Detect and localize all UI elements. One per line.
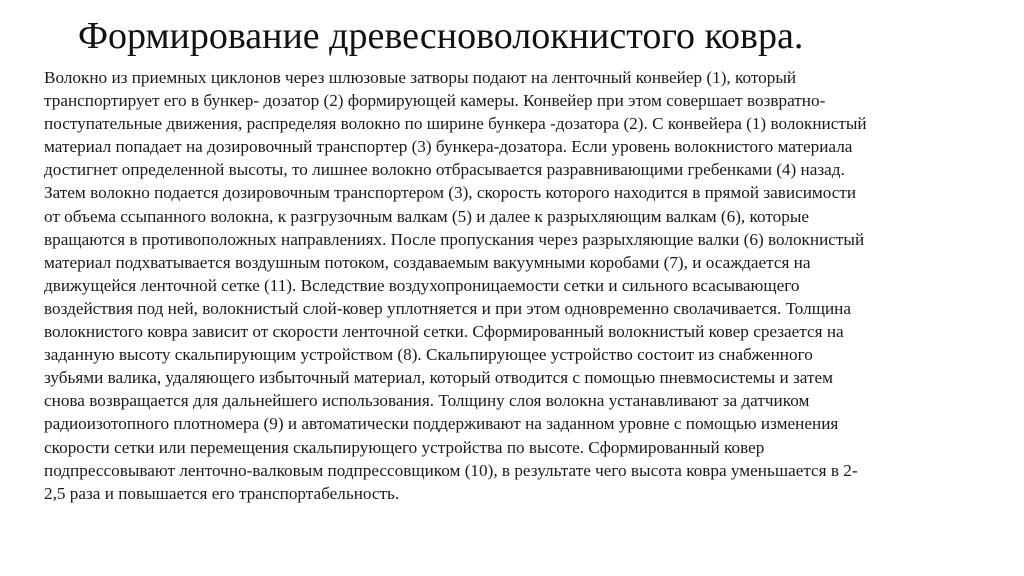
body-line: достигнет определенной высоты, то лишнее волокно отбрасывается разравнивающими гребенками (4) назад. — [44, 160, 845, 180]
body-line: материал подхватывается воздушным потоком, создаваемым вакуумными коробами (7), и осаждается на — [44, 252, 811, 272]
body-line: транспортирует его в бункер- дозатор (2) формирующей камеры. Конвейер при этом совершает возвратно- — [44, 91, 826, 111]
body-line: поступательные движения, распределяя волокно по ширине бункера -дозатора (2). С конвейера (1) волокнистый — [44, 114, 867, 134]
body-line: подпрессовывают ленточно-валковым подпрессовщиком (10), в результате чего высота ковра уменьшается в 2- — [44, 460, 858, 480]
body-line: от объема ссыпанного волокна, к разгрузочным валкам (5) и далее к разрыхляющим валкам (6), которые — [44, 206, 810, 226]
body-line: зубьями валика, удаляющего избыточный материал, который отводится с помощью пневмосистемы и затем — [44, 368, 834, 388]
body-line: скорости сетки или перемещения скальпирующего устройства по высоте. Сформированный ковер — [44, 437, 765, 457]
body-line: радиоизотопного плотномера (9) и автоматически поддерживают на заданном уровне с помощью изменения — [44, 414, 839, 434]
body-line: волокнистого ковра зависит от скорости ленточной сетки. Сформированный волокнистый ковер срезается на — [44, 322, 844, 342]
body-line: вращаются в противоположных направлениях. После пропускания через разрыхляющие валки (6) волокнистый — [44, 229, 865, 249]
body-line: воздействия под ней, волокнистый слой-ковер уплотняется и при этом одновременно сволачивается. Толщина — [44, 298, 851, 318]
body-line: заданную высоту скальпирующим устройством (8). Скальпирующее устройство состоит из снабженного — [44, 345, 813, 365]
body-line: движущейся ленточной сетке (11). Вследствие воздухопроницаемости сетки и сильного всасывающего — [44, 275, 800, 295]
slide-title: Формирование древесноволокнистого ковра. — [78, 15, 804, 57]
body-line: 2,5 раза и повышается его транспортабельность. — [44, 483, 400, 503]
slide-body-text — [44, 66, 974, 505]
body-line: Затем волокно подается дозировочным транспортером (3), скорость которого находится в прямой зависимости — [44, 183, 857, 203]
body-line: снова возвращается для дальнейшего использования. Толщину слоя волокна устанавливают за датчиком — [44, 391, 810, 411]
body-line: материал попадает на дозировочный транспортер (3) бункера-дозатора. Если уровень волокнистого материала — [44, 137, 853, 157]
body-line: Волокно из приемных циклонов через шлюзовые затворы подают на ленточный конвейер (1), который — [44, 68, 797, 87]
